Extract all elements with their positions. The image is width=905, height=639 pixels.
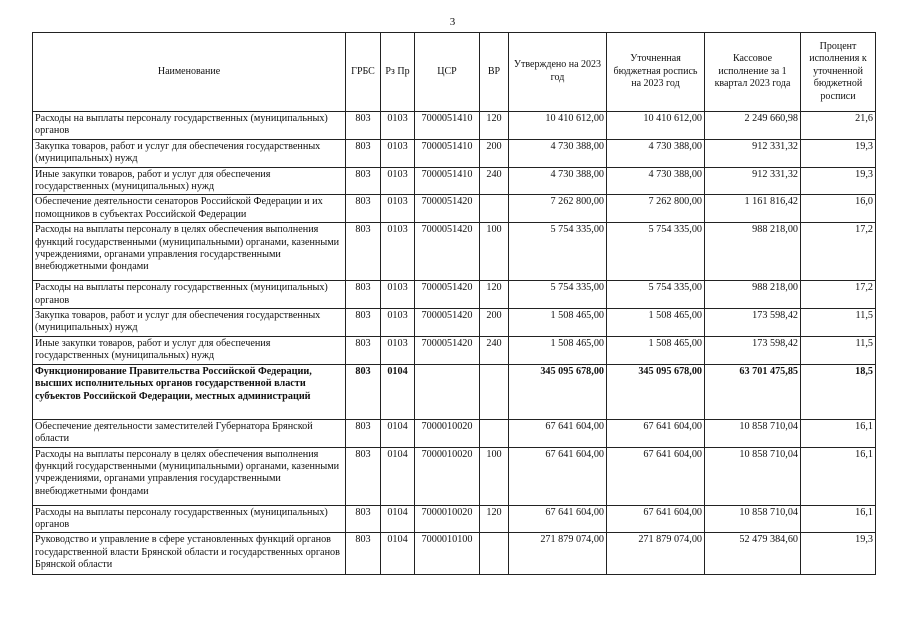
cell-name: Расходы на выплаты персоналу государственных (муниципальных) органов: [33, 281, 346, 309]
cell-csr: 7000051420: [415, 281, 480, 309]
table-row: [33, 309, 876, 337]
header-vr: ВР: [480, 33, 509, 112]
header-percent: Процент исполнения к уточненной бюджетной росписи: [801, 33, 876, 112]
cell-approved: 67 641 604,00: [509, 447, 607, 505]
cell-percent: 16,1: [801, 419, 876, 447]
cell-cash: 10 858 710,04: [705, 505, 801, 533]
cell-revised: 67 641 604,00: [607, 447, 705, 505]
cell-cash: 10 858 710,04: [705, 419, 801, 447]
header-rzpr: Рз Пр: [381, 33, 415, 112]
cell-csr: 7000010020: [415, 419, 480, 447]
table-row: [33, 364, 876, 419]
table-row: [33, 167, 876, 195]
cell-grbs: 803: [346, 505, 381, 533]
header-cash: Кассовое исполнение за 1 квартал 2023 года: [705, 33, 801, 112]
cell-cash: 912 331,32: [705, 139, 801, 167]
cell-rzpr: 0103: [381, 281, 415, 309]
cell-cash: 2 249 660,98: [705, 112, 801, 140]
cell-rzpr: 0103: [381, 336, 415, 364]
cell-rzpr: 0103: [381, 195, 415, 223]
page-number: 3: [449, 16, 456, 28]
cell-revised: 4 730 388,00: [607, 167, 705, 195]
cell-vr: 200: [480, 309, 509, 337]
cell-percent: 18,5: [801, 364, 876, 419]
header-revised: Уточненная бюджетная роспись на 2023 год: [607, 33, 705, 112]
cell-cash: 1 161 816,42: [705, 195, 801, 223]
cell-approved: 7 262 800,00: [509, 195, 607, 223]
cell-cash: 912 331,32: [705, 167, 801, 195]
table-row: [33, 112, 876, 140]
cell-revised: 67 641 604,00: [607, 505, 705, 533]
cell-vr: 100: [480, 447, 509, 505]
cell-vr: 120: [480, 112, 509, 140]
cell-csr: 7000010020: [415, 505, 480, 533]
cell-name: Расходы на выплаты персоналу в целях обеспечения выполнения функций государственными (муниципальными) органами, казенными учреждениями, органами управления государственными внебюджетными фондами: [33, 223, 346, 281]
cell-grbs: 803: [346, 112, 381, 140]
budget-execution-table: [32, 32, 876, 575]
cell-rzpr: 0104: [381, 419, 415, 447]
cell-grbs: 803: [346, 195, 381, 223]
cell-csr: 7000051420: [415, 195, 480, 223]
cell-vr: [480, 364, 509, 419]
cell-cash: 10 858 710,04: [705, 447, 801, 505]
cell-grbs: 803: [346, 336, 381, 364]
cell-vr: 120: [480, 281, 509, 309]
cell-grbs: 803: [346, 447, 381, 505]
cell-revised: 7 262 800,00: [607, 195, 705, 223]
cell-percent: 11,5: [801, 309, 876, 337]
cell-name: Обеспечение деятельности сенаторов Российской Федерации и их помощников в субъектах Российской Федерации: [33, 195, 346, 223]
cell-cash: 988 218,00: [705, 223, 801, 281]
header-grbs: ГРБС: [346, 33, 381, 112]
table-row: [33, 533, 876, 575]
cell-name: Иные закупки товаров, работ и услуг для обеспечения государственных (муниципальных) нужд: [33, 167, 346, 195]
cell-revised: 1 508 465,00: [607, 309, 705, 337]
header-approved: Утверждено на 2023 год: [509, 33, 607, 112]
cell-percent: 17,2: [801, 223, 876, 281]
table-row: [33, 336, 876, 364]
cell-rzpr: 0103: [381, 139, 415, 167]
cell-percent: 16,1: [801, 447, 876, 505]
cell-approved: 5 754 335,00: [509, 223, 607, 281]
cell-name: Расходы на выплаты персоналу в целях обеспечения выполнения функций государственными (муниципальными) органами, казенными учреждениями, органами управления государственными внебюджетными фондами: [33, 447, 346, 505]
cell-vr: 240: [480, 336, 509, 364]
cell-name: Функционирование Правительства Российской Федерации, высших исполнительных органов государственной власти субъектов Российской Федерации, местных администраций: [33, 364, 346, 419]
cell-rzpr: 0104: [381, 447, 415, 505]
cell-percent: 21,6: [801, 112, 876, 140]
cell-grbs: 803: [346, 167, 381, 195]
cell-grbs: 803: [346, 419, 381, 447]
table-row: [33, 281, 876, 309]
cell-csr: 7000051410: [415, 139, 480, 167]
cell-cash: 173 598,42: [705, 336, 801, 364]
cell-csr: 7000051420: [415, 309, 480, 337]
cell-grbs: 803: [346, 281, 381, 309]
cell-approved: 345 095 678,00: [509, 364, 607, 419]
cell-approved: 10 410 612,00: [509, 112, 607, 140]
cell-percent: 19,3: [801, 139, 876, 167]
cell-name: Закупка товаров, работ и услуг для обеспечения государственных (муниципальных) нужд: [33, 139, 346, 167]
cell-vr: 100: [480, 223, 509, 281]
cell-approved: 1 508 465,00: [509, 336, 607, 364]
cell-name: Расходы на выплаты персоналу государственных (муниципальных) органов: [33, 112, 346, 140]
cell-approved: 1 508 465,00: [509, 309, 607, 337]
cell-cash: 63 701 475,85: [705, 364, 801, 419]
cell-name: Руководство и управление в сфере установленных функций органов государственной власти Брянской области и государственных органов Брянской области: [33, 533, 346, 575]
cell-percent: 16,1: [801, 505, 876, 533]
cell-revised: 1 508 465,00: [607, 336, 705, 364]
table-row: [33, 505, 876, 533]
cell-grbs: 803: [346, 533, 381, 575]
cell-cash: 173 598,42: [705, 309, 801, 337]
cell-name: Иные закупки товаров, работ и услуг для обеспечения государственных (муниципальных) нужд: [33, 336, 346, 364]
cell-grbs: 803: [346, 309, 381, 337]
cell-revised: 10 410 612,00: [607, 112, 705, 140]
cell-rzpr: 0104: [381, 505, 415, 533]
cell-percent: 16,0: [801, 195, 876, 223]
header-csr: ЦСР: [415, 33, 480, 112]
cell-rzpr: 0103: [381, 223, 415, 281]
cell-rzpr: 0104: [381, 364, 415, 419]
cell-approved: 67 641 604,00: [509, 419, 607, 447]
cell-vr: [480, 419, 509, 447]
cell-vr: [480, 533, 509, 575]
cell-rzpr: 0103: [381, 112, 415, 140]
cell-revised: 271 879 074,00: [607, 533, 705, 575]
cell-rzpr: 0103: [381, 167, 415, 195]
cell-approved: 67 641 604,00: [509, 505, 607, 533]
cell-revised: 67 641 604,00: [607, 419, 705, 447]
table-header-row: [33, 33, 876, 112]
cell-name: Расходы на выплаты персоналу государственных (муниципальных) органов: [33, 505, 346, 533]
cell-cash: 988 218,00: [705, 281, 801, 309]
cell-approved: 271 879 074,00: [509, 533, 607, 575]
cell-grbs: 803: [346, 139, 381, 167]
cell-grbs: 803: [346, 223, 381, 281]
cell-rzpr: 0104: [381, 533, 415, 575]
cell-rzpr: 0103: [381, 309, 415, 337]
cell-name: Закупка товаров, работ и услуг для обеспечения государственных (муниципальных) нужд: [33, 309, 346, 337]
cell-vr: 240: [480, 167, 509, 195]
cell-revised: 5 754 335,00: [607, 281, 705, 309]
cell-cash: 52 479 384,60: [705, 533, 801, 575]
cell-csr: [415, 364, 480, 419]
cell-revised: 4 730 388,00: [607, 139, 705, 167]
cell-vr: [480, 195, 509, 223]
cell-percent: 11,5: [801, 336, 876, 364]
cell-vr: 200: [480, 139, 509, 167]
cell-csr: 7000051420: [415, 336, 480, 364]
cell-csr: 7000051410: [415, 167, 480, 195]
cell-name: Обеспечение деятельности заместителей Губернатора Брянской области: [33, 419, 346, 447]
table-row: [33, 195, 876, 223]
cell-revised: 345 095 678,00: [607, 364, 705, 419]
cell-percent: 19,3: [801, 533, 876, 575]
cell-percent: 17,2: [801, 281, 876, 309]
cell-approved: 4 730 388,00: [509, 167, 607, 195]
table-row: [33, 447, 876, 505]
table-body: [33, 112, 876, 575]
table-row: [33, 223, 876, 281]
cell-csr: 7000051410: [415, 112, 480, 140]
cell-approved: 5 754 335,00: [509, 281, 607, 309]
table-row: [33, 419, 876, 447]
header-name: Наименование: [33, 33, 346, 112]
cell-vr: 120: [480, 505, 509, 533]
cell-csr: 7000051420: [415, 223, 480, 281]
cell-approved: 4 730 388,00: [509, 139, 607, 167]
cell-csr: 7000010020: [415, 447, 480, 505]
cell-revised: 5 754 335,00: [607, 223, 705, 281]
cell-percent: 19,3: [801, 167, 876, 195]
table-row: [33, 139, 876, 167]
cell-csr: 7000010100: [415, 533, 480, 575]
cell-grbs: 803: [346, 364, 381, 419]
